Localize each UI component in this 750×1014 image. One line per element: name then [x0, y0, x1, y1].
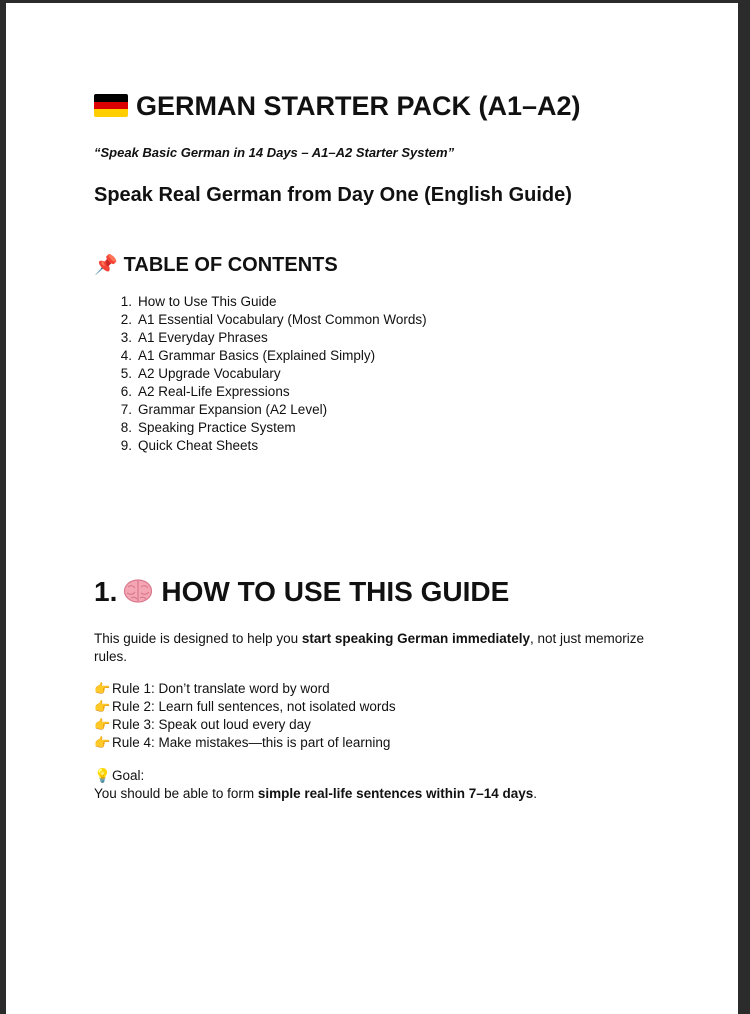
toc-item[interactable]: [94, 293, 427, 311]
section-heading-text: HOW TO USE THIS GUIDE: [161, 576, 510, 607]
rule-item: [94, 698, 396, 716]
toc-item-number: 9.: [120, 438, 132, 453]
rule-item: [94, 734, 396, 752]
intro-text: This guide is designed to help you: [94, 631, 302, 646]
intro-text-end: , not just memorize rules.: [94, 631, 645, 664]
toc-item[interactable]: [94, 401, 427, 419]
intro-emphasis: start speaking German immediately: [301, 631, 530, 646]
rule-item: [94, 716, 396, 734]
germany-flag-icon: [94, 94, 128, 117]
toc-item-number: 8.: [120, 420, 132, 435]
pushpin-icon: 📌: [94, 255, 118, 276]
toc-item-label: Speaking Practice System: [138, 420, 296, 435]
toc-item-label: A2 Upgrade Vocabulary: [138, 366, 281, 381]
goal-label-text: Goal:: [112, 768, 145, 783]
toc-heading: [94, 253, 338, 277]
section-intro: [94, 630, 664, 666]
rule-item: [94, 680, 396, 698]
toc-item-label: A1 Essential Vocabulary (Most Common Words): [138, 312, 427, 327]
brain-icon: [123, 578, 153, 604]
document-page: [6, 3, 738, 1014]
toc-item[interactable]: [94, 329, 427, 347]
toc-item-number: 5.: [120, 366, 132, 381]
toc-item[interactable]: [94, 383, 427, 401]
toc-item-label: Grammar Expansion (A2 Level): [138, 402, 328, 417]
pointing-hand-icon: 👉: [94, 681, 111, 696]
toc-item-number: 1.: [120, 294, 132, 309]
table-of-contents: [94, 293, 427, 455]
goal-text-start: You should be able to form: [94, 786, 258, 801]
toc-item[interactable]: [94, 311, 427, 329]
pointing-hand-icon: 👉: [94, 717, 111, 732]
toc-heading-text: TABLE OF CONTENTS: [123, 254, 338, 276]
toc-item-label: How to Use This Guide: [138, 294, 277, 309]
goal-text: [94, 785, 537, 803]
rule-text: Rule 3: Speak out loud every day: [112, 717, 311, 732]
rule-text: Rule 4: Make mistakes—this is part of learning: [112, 735, 391, 750]
document-subtitle: Speak Real German from Day One (English Guide): [94, 184, 572, 206]
toc-item-number: 3.: [120, 330, 132, 345]
document-title: [94, 91, 581, 122]
goal-label: [94, 767, 144, 785]
rule-text: Rule 2: Learn full sentences, not isolated words: [112, 699, 396, 714]
toc-item[interactable]: [94, 347, 427, 365]
pointing-hand-icon: 👉: [94, 699, 111, 714]
goal-emphasis: simple real-life sentences within 7–14 days: [257, 786, 534, 801]
lightbulb-icon: 💡: [94, 768, 111, 783]
document-title-text: GERMAN STARTER PACK (A1–A2): [136, 91, 581, 121]
section-heading: [94, 576, 509, 608]
toc-item[interactable]: [94, 419, 427, 437]
toc-item-number: 6.: [120, 384, 132, 399]
goal-text-end: .: [533, 786, 538, 801]
toc-item-number: 7.: [120, 402, 132, 417]
toc-item[interactable]: [94, 437, 427, 455]
rules-list: [94, 680, 396, 752]
toc-item-number: 2.: [120, 312, 132, 327]
pointing-hand-icon: 👉: [94, 735, 111, 750]
toc-item-label: A1 Grammar Basics (Explained Simply): [138, 348, 376, 363]
toc-item-number: 4.: [120, 348, 132, 363]
toc-item-label: Quick Cheat Sheets: [138, 438, 259, 453]
toc-item[interactable]: [94, 365, 427, 383]
document-tagline: “Speak Basic German in 14 Days – A1–A2 Starter System”: [94, 145, 455, 160]
rule-text: Rule 1: Don’t translate word by word: [112, 681, 330, 696]
toc-item-label: A2 Real-Life Expressions: [138, 384, 290, 399]
section-number: 1.: [94, 576, 118, 607]
toc-item-label: A1 Everyday Phrases: [138, 330, 268, 345]
